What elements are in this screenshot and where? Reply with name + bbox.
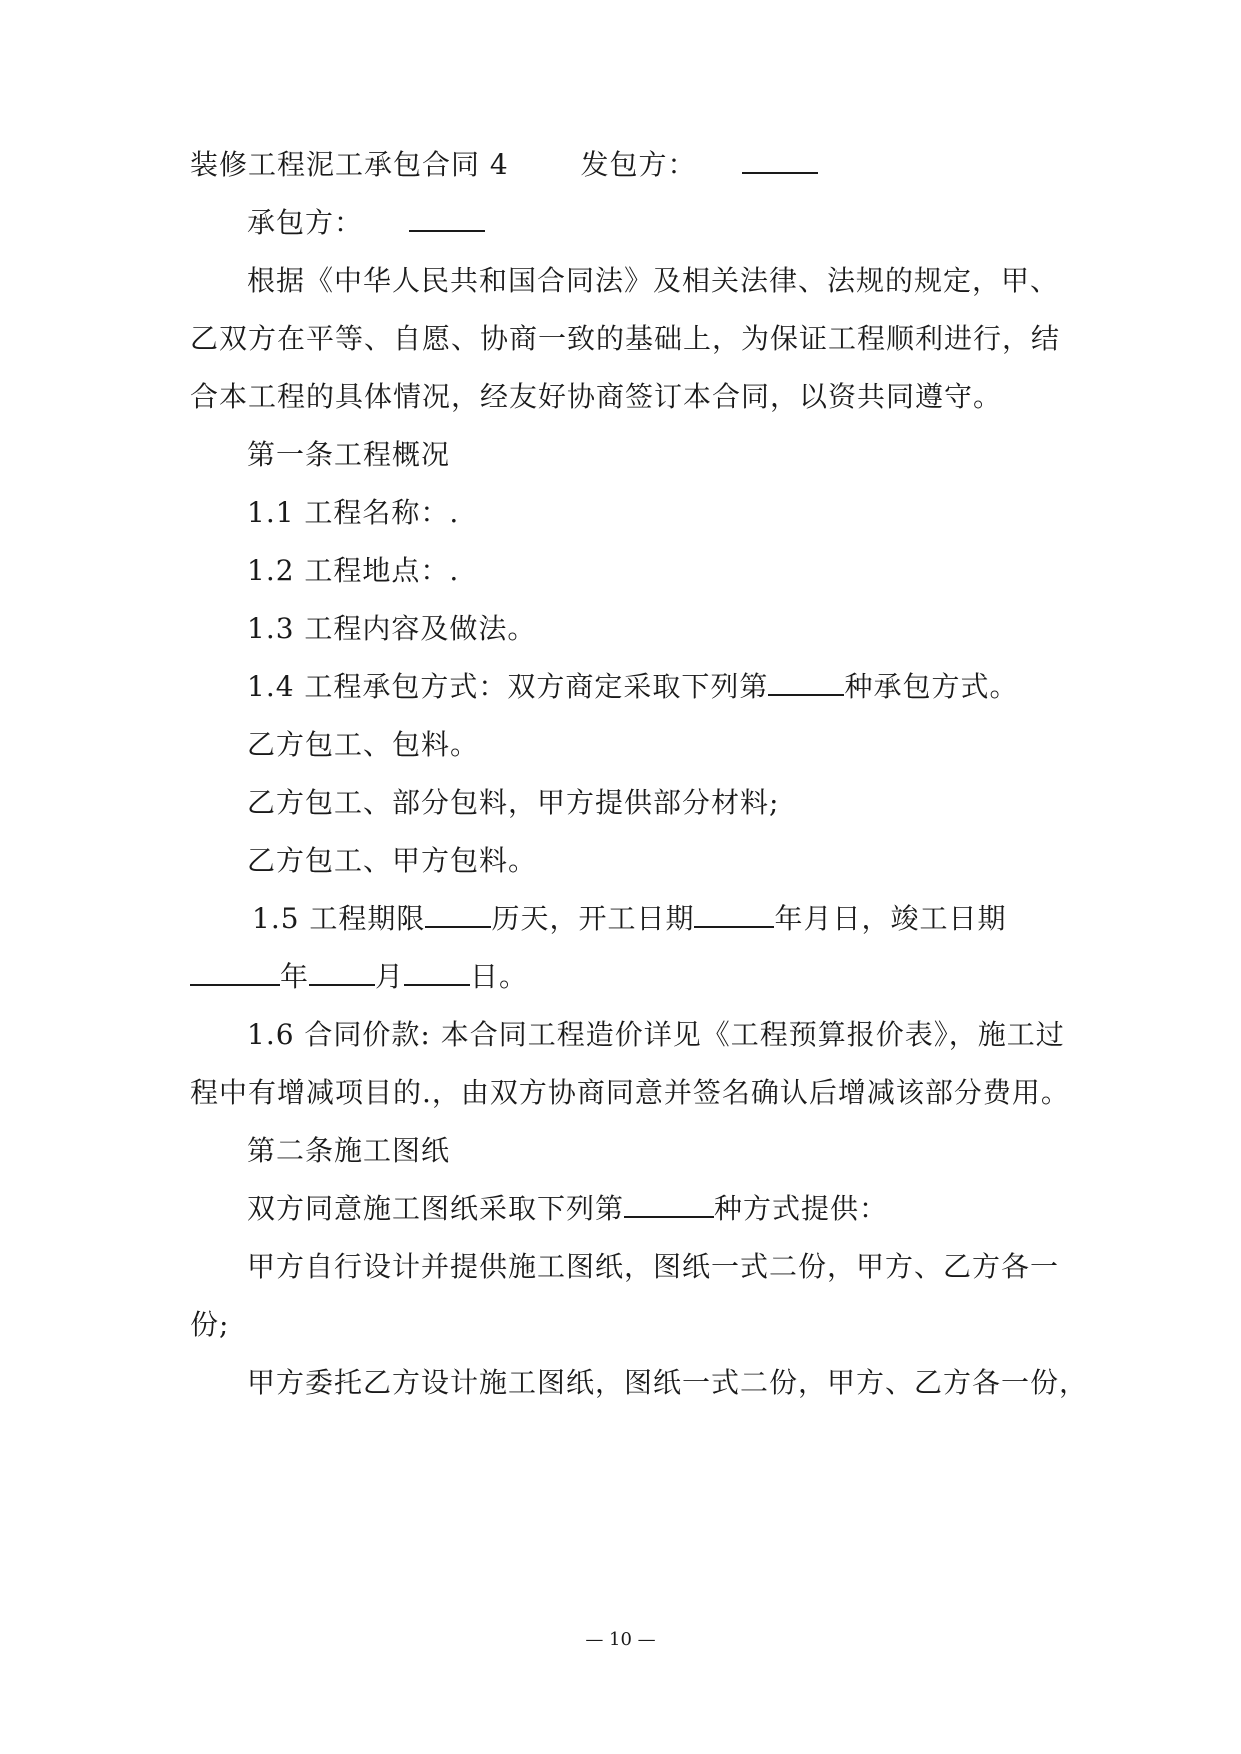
employer-blank [742, 146, 818, 174]
start-date-blank [694, 900, 774, 928]
item-1-3: 1.3 工程内容及做法。 [247, 612, 537, 645]
contract-mode-blank [768, 668, 844, 696]
item-1-5-end-label: 年月日，竣工日期 [774, 902, 1007, 935]
item-1-4-prefix: 1.4 工程承包方式：双方商定采取下列第 [247, 670, 769, 703]
article-1-title: 第一条工程概况 [247, 438, 451, 471]
preamble-line-3: 合本工程的具体情况，经友好协商签订本合同，以资共同遵守。 [190, 380, 1003, 413]
drawing-option-1-line-2: 份; [190, 1308, 230, 1341]
item-1-5-start-label: 历天，开工日期 [491, 902, 695, 935]
employer-label: 发包方： [580, 148, 697, 181]
end-year-blank [190, 958, 280, 986]
duration-blank [425, 900, 491, 928]
document-title: 装修工程泥工承包合同 4 [190, 148, 509, 181]
article-2-title: 第二条施工图纸 [247, 1134, 451, 1167]
drawing-method-line [247, 1189, 888, 1229]
item-1-5-line-2 [190, 957, 528, 997]
year-label: 年 [280, 960, 310, 993]
day-label: 日。 [470, 960, 529, 993]
drawing-option-2-line-1: 甲方委托乙方设计施工图纸，图纸一式二份，甲方、乙方各一份， [247, 1366, 1089, 1399]
page-number: — 10 — [585, 1629, 656, 1650]
end-day-blank [404, 958, 470, 986]
drawing-prefix: 双方同意施工图纸采取下列第 [247, 1192, 625, 1225]
item-1-4-suffix: 种承包方式。 [844, 670, 1019, 703]
month-label: 月 [375, 960, 405, 993]
end-month-blank [309, 958, 375, 986]
option-c: 乙方包工、甲方包料。 [247, 844, 538, 877]
item-1-4 [247, 667, 1018, 707]
drawing-option-1-line-1: 甲方自行设计并提供施工图纸，图纸一式二份，甲方、乙方各一 [247, 1250, 1060, 1283]
item-1-6-line-1: 1.6 合同价款: 本合同工程造价详见《工程预算报价表》，施工过 [247, 1018, 1065, 1051]
item-1-1: 1.1 工程名称：. [247, 496, 460, 529]
title-line [190, 145, 818, 185]
preamble-line-2: 乙双方在平等、自愿、协商一致的基础上，为保证工程顺利进行，结 [190, 322, 1061, 355]
item-1-6-line-2: 程中有增减项目的.，由双方协商同意并签名确认后增减该部分费用。 [190, 1076, 1070, 1109]
item-1-5-line-1 [252, 899, 1006, 939]
drawing-suffix: 种方式提供： [714, 1192, 889, 1225]
item-1-2: 1.2 工程地点：. [247, 554, 460, 587]
item-1-5-duration-label: 1.5 工程期限 [252, 902, 426, 935]
contractor-line [247, 203, 485, 243]
drawing-method-blank [624, 1190, 714, 1218]
option-b: 乙方包工、部分包料，甲方提供部分材料; [247, 786, 780, 819]
preamble-line-1: 根据《中华人民共和国合同法》及相关法律、法规的规定，甲、 [247, 264, 1060, 297]
contractor-blank [409, 204, 485, 232]
contractor-label: 承包方： [247, 206, 364, 239]
option-a: 乙方包工、包料。 [247, 728, 480, 761]
